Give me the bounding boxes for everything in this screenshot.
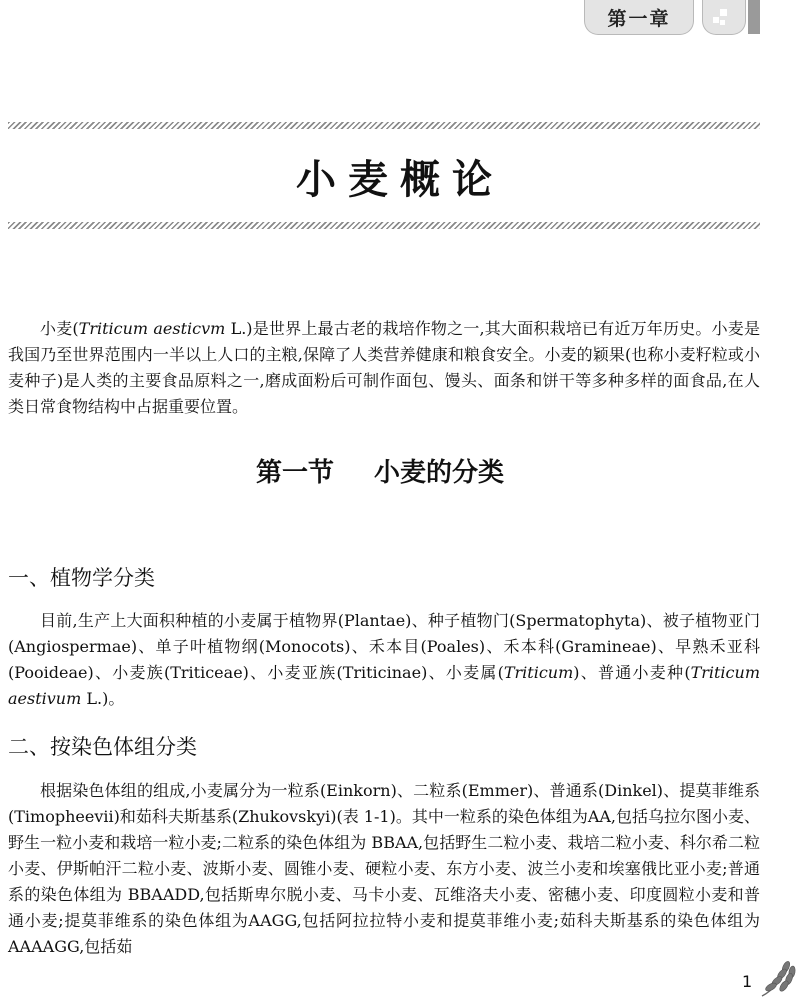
section-name: 小麦的分类 — [374, 458, 505, 488]
section-title — [0, 452, 760, 489]
page-number: 1 — [742, 972, 753, 991]
chromosome-paragraph: 根据染色体组的组成,小麦属分为一粒系(Einkorn)、二粒系(Emmer)、普通系(Dinkel)、提莫菲维系(Timopheevii)和茹科夫斯基系(Zhukovskyi)(表 1-1)。其中一粒系的染色体组为AA,包括乌拉尔图小麦、野生一粒小麦和栽培一粒小麦;二粒系的染色体组为 BBAA,包括野生二粒小麦、栽培二粒小麦、科尔希二粒小麦、伊斯帕汗二粒小麦、波斯小麦、圆锥小麦、硬粒小麦、东方小麦、波兰小麦和埃塞俄比亚小麦;普通系的染色体组为 BBAADD,包括斯卑尔脱小麦、马卡小麦、瓦维洛夫小麦、密穗小麦、印度圆粒小麦和普通小麦;提莫菲维系的染色体组为AAGG,包括阿拉拉特小麦和提莫菲维小麦;茹科夫斯基系的染色体组为 AAAAGG,包括茹 — [8, 781, 761, 956]
intro-paragraph: 小麦(Triticum aesticvm L.)是世界上最古老的栽培作物之一,其大面积栽培已有近万年历史。小麦是我国乃至世界范围内一半以上人口的主粮,保障了人类营养健康和粮食安全。小麦的颖果(也称小麦籽粒或小麦种子)是人类的主要食品原料之一,磨成面粉后可制作面包、馒头、面条和饼干等多种多样的面食品,在人类日常食物结构中占据重要位置。 — [8, 319, 760, 416]
chapter-label: 第一章 — [607, 7, 671, 30]
latin-name: Triticum aesticvm — [78, 319, 226, 338]
section-number: 第一节 — [255, 458, 334, 488]
chapter-decoration — [702, 0, 746, 35]
wheat-icon — [758, 958, 800, 998]
chapter-side-bar — [748, 0, 760, 34]
title-rule-top — [8, 122, 760, 129]
botany-paragraph: 目前,生产上大面积种植的小麦属于植物界(Plantae)、种子植物门(Spermatophyta)、被子植物亚门(Angiospermae)、单子叶植物纲(Monocots)、禾本目(Poales)、禾本科(Gramineae)、早熟禾亚科(Pooideae)、小麦族(Triticeae)、小麦亚族(Triticinae)、小麦属(Triticum)、普通小麦种(Triticum aestivum L.)。 — [8, 611, 760, 708]
chapter-title: 小麦概论 — [296, 156, 504, 203]
title-rule-bottom — [8, 222, 760, 229]
heading-chromosome: 二、按染色体组分类 — [8, 735, 197, 759]
heading-botany: 一、植物学分类 — [8, 566, 155, 590]
chapter-tab — [584, 0, 694, 35]
